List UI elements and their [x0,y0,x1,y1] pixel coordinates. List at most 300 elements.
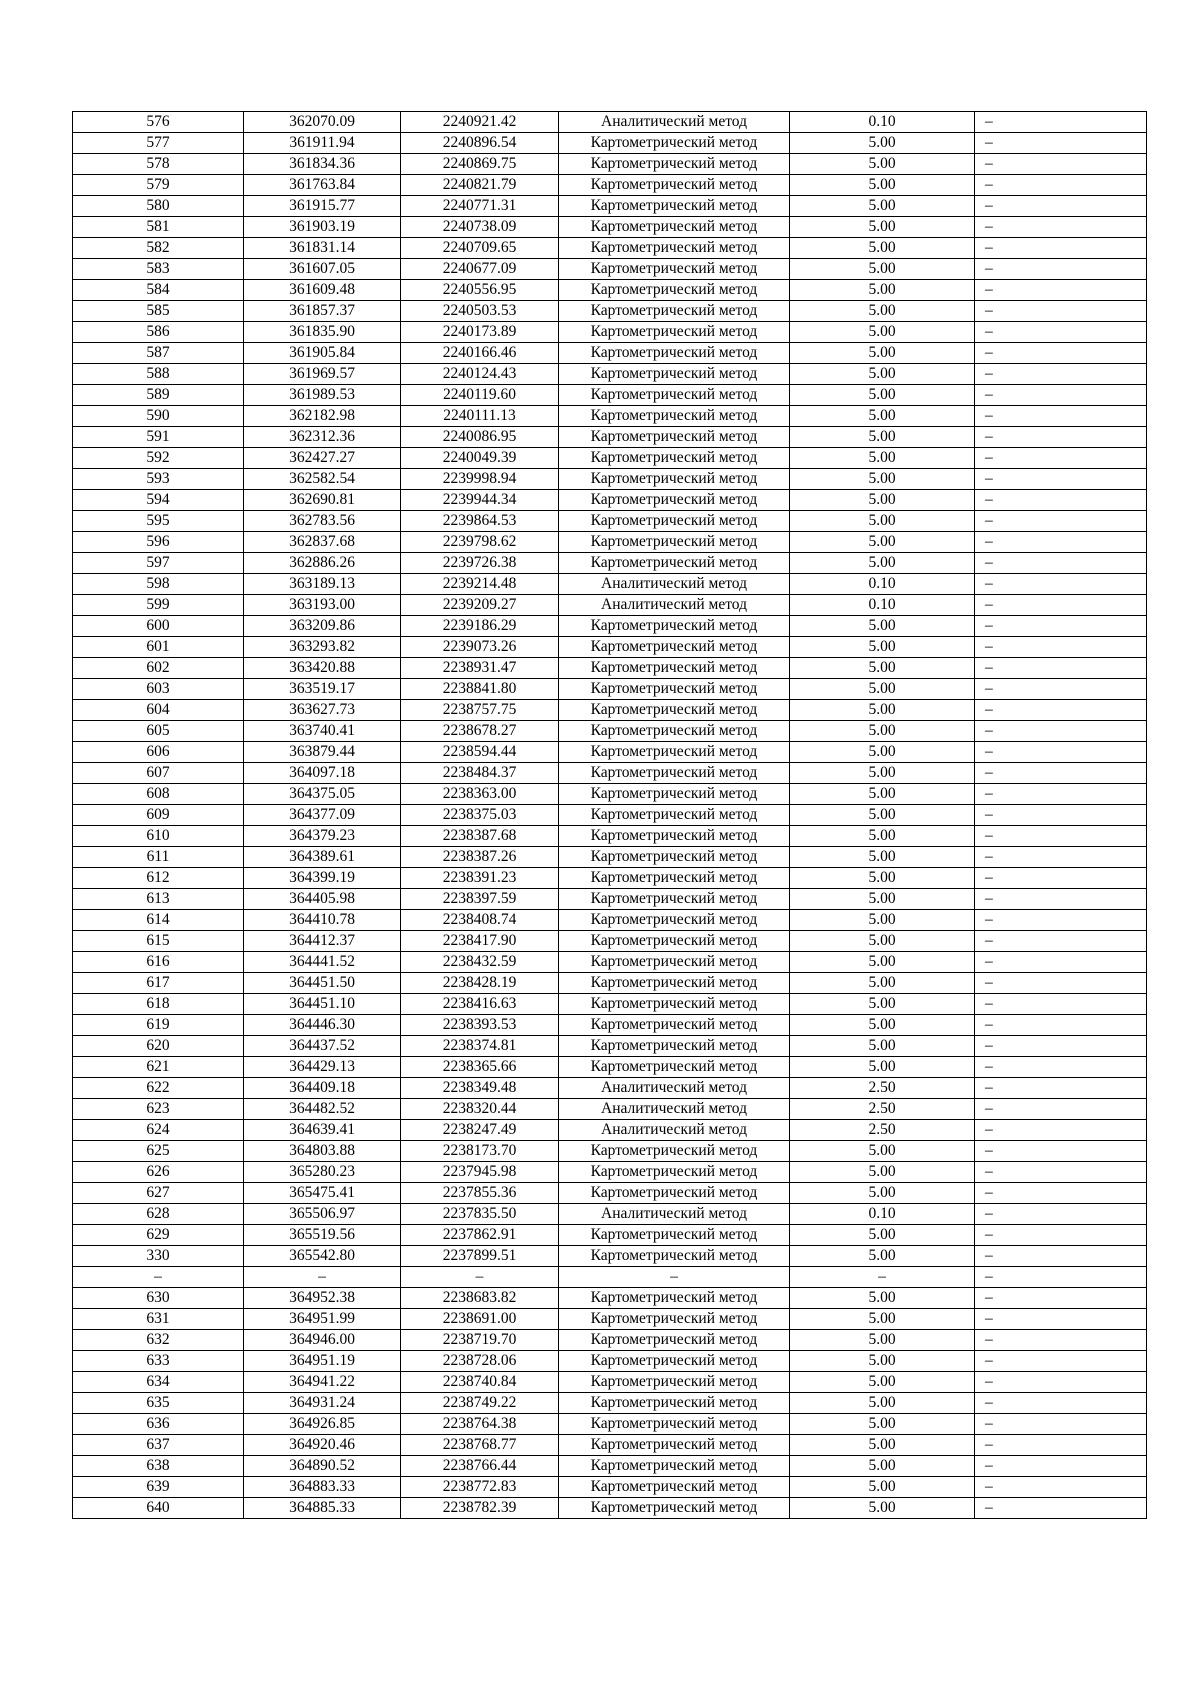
table-row [73,553,1147,574]
point-number-cell: 602 [73,658,244,679]
description-cell: – [975,931,1147,952]
table-row [73,847,1147,868]
point-number-cell: 589 [73,385,244,406]
method-cell: Картометрический метод [559,847,790,868]
x-coordinate-cell: 364437.52 [244,1036,401,1057]
description-cell: – [975,532,1147,553]
y-coordinate-cell: 2240677.09 [401,259,559,280]
y-coordinate-cell: 2240173.89 [401,322,559,343]
table-row [73,889,1147,910]
x-coordinate-cell: 365519.56 [244,1225,401,1246]
y-coordinate-cell: 2239073.26 [401,637,559,658]
accuracy-cell: 0.10 [790,112,975,133]
description-cell: – [975,238,1147,259]
description-cell: – [975,826,1147,847]
y-coordinate-cell: 2238387.26 [401,847,559,868]
accuracy-cell: 5.00 [790,1435,975,1456]
description-cell: – [975,1498,1147,1519]
point-number-cell: 631 [73,1309,244,1330]
x-coordinate-cell: 363519.17 [244,679,401,700]
description-cell: – [975,889,1147,910]
description-cell: – [975,1246,1147,1267]
description-cell: – [975,1141,1147,1162]
y-coordinate-cell: 2238740.84 [401,1372,559,1393]
table-row [73,406,1147,427]
y-coordinate-cell: 2238728.06 [401,1351,559,1372]
y-coordinate-cell: 2238363.00 [401,784,559,805]
y-coordinate-cell: 2238772.83 [401,1477,559,1498]
table-row [73,973,1147,994]
method-cell: Картометрический метод [559,1309,790,1330]
accuracy-cell: 5.00 [790,1330,975,1351]
point-number-cell: 636 [73,1414,244,1435]
x-coordinate-cell: 362427.27 [244,448,401,469]
description-cell: – [975,868,1147,889]
table-row [73,931,1147,952]
x-coordinate-cell: 364441.52 [244,952,401,973]
y-coordinate-cell: 2237945.98 [401,1162,559,1183]
accuracy-cell: 5.00 [790,826,975,847]
description-cell: – [975,1351,1147,1372]
method-cell: Картометрический метод [559,910,790,931]
method-cell: Картометрический метод [559,1330,790,1351]
y-coordinate-cell: 2238387.68 [401,826,559,847]
table-row [73,1330,1147,1351]
x-coordinate-cell: 364885.33 [244,1498,401,1519]
accuracy-cell: 2.50 [790,1078,975,1099]
description-cell: – [975,217,1147,238]
table-row [73,532,1147,553]
accuracy-cell: 5.00 [790,469,975,490]
accuracy-cell: 0.10 [790,1204,975,1225]
description-cell: – [975,1435,1147,1456]
accuracy-cell: 5.00 [790,385,975,406]
point-number-cell: 604 [73,700,244,721]
x-coordinate-cell: 364883.33 [244,1477,401,1498]
description-cell: – [975,616,1147,637]
table-row [73,616,1147,637]
table-row [73,217,1147,238]
method-cell: Картометрический метод [559,490,790,511]
table-row [73,994,1147,1015]
method-cell: Картометрический метод [559,1477,790,1498]
accuracy-cell: 5.00 [790,553,975,574]
method-cell: Картометрический метод [559,196,790,217]
accuracy-cell: 5.00 [790,1372,975,1393]
table-row [73,1099,1147,1120]
y-coordinate-cell: 2237862.91 [401,1225,559,1246]
method-cell: Картометрический метод [559,280,790,301]
method-cell: Картометрический метод [559,1246,790,1267]
table-row [73,511,1147,532]
point-number-cell: 599 [73,595,244,616]
x-coordinate-cell: 364920.46 [244,1435,401,1456]
accuracy-cell: 5.00 [790,637,975,658]
description-cell: – [975,910,1147,931]
description-cell: – [975,280,1147,301]
y-coordinate-cell: 2238375.03 [401,805,559,826]
point-number-cell: 591 [73,427,244,448]
method-cell: Картометрический метод [559,1183,790,1204]
table-row [73,826,1147,847]
description-cell: – [975,574,1147,595]
accuracy-cell: 5.00 [790,1477,975,1498]
x-coordinate-cell: 362783.56 [244,511,401,532]
point-number-cell: 601 [73,637,244,658]
description-cell: – [975,469,1147,490]
point-number-cell: 597 [73,553,244,574]
table-row [73,1036,1147,1057]
description-cell: – [975,700,1147,721]
point-number-cell: 581 [73,217,244,238]
table-row [73,196,1147,217]
method-cell: Картометрический метод [559,763,790,784]
y-coordinate-cell: 2237855.36 [401,1183,559,1204]
x-coordinate-cell: 361835.90 [244,322,401,343]
description-cell: – [975,595,1147,616]
table-row [73,1015,1147,1036]
y-coordinate-cell: 2238719.70 [401,1330,559,1351]
accuracy-cell: 5.00 [790,280,975,301]
x-coordinate-cell: 364379.23 [244,826,401,847]
method-cell: Картометрический метод [559,1351,790,1372]
description-cell: – [975,1267,1147,1288]
method-cell: Картометрический метод [559,259,790,280]
accuracy-cell: 5.00 [790,1456,975,1477]
method-cell: – [559,1267,790,1288]
accuracy-cell: 5.00 [790,343,975,364]
y-coordinate-cell: 2238678.27 [401,721,559,742]
description-cell: – [975,175,1147,196]
x-coordinate-cell: – [244,1267,401,1288]
point-number-cell: 606 [73,742,244,763]
table-row [73,1078,1147,1099]
point-number-cell: 583 [73,259,244,280]
description-cell: – [975,805,1147,826]
method-cell: Картометрический метод [559,1393,790,1414]
table-row [73,364,1147,385]
method-cell: Аналитический метод [559,1099,790,1120]
x-coordinate-cell: 365542.80 [244,1246,401,1267]
table-row [73,805,1147,826]
point-number-cell: 625 [73,1141,244,1162]
point-number-cell: 624 [73,1120,244,1141]
point-number-cell: 627 [73,1183,244,1204]
description-cell: – [975,553,1147,574]
description-cell: – [975,784,1147,805]
accuracy-cell: 5.00 [790,217,975,238]
accuracy-cell: 5.00 [790,868,975,889]
x-coordinate-cell: 364890.52 [244,1456,401,1477]
x-coordinate-cell: 363420.88 [244,658,401,679]
accuracy-cell: 5.00 [790,259,975,280]
accuracy-cell: 2.50 [790,1120,975,1141]
method-cell: Картометрический метод [559,133,790,154]
point-number-cell: 588 [73,364,244,385]
point-number-cell: 630 [73,1288,244,1309]
method-cell: Картометрический метод [559,469,790,490]
method-cell: Картометрический метод [559,448,790,469]
accuracy-cell: 5.00 [790,133,975,154]
accuracy-cell: 5.00 [790,364,975,385]
point-number-cell: 637 [73,1435,244,1456]
y-coordinate-cell: 2238768.77 [401,1435,559,1456]
y-coordinate-cell: 2239214.48 [401,574,559,595]
description-cell: – [975,1309,1147,1330]
y-coordinate-cell: 2239864.53 [401,511,559,532]
y-coordinate-cell: 2240821.79 [401,175,559,196]
y-coordinate-cell: 2240503.53 [401,301,559,322]
y-coordinate-cell: 2239186.29 [401,616,559,637]
method-cell: Картометрический метод [559,175,790,196]
table-row [73,427,1147,448]
y-coordinate-cell: 2239944.34 [401,490,559,511]
point-number-cell: 611 [73,847,244,868]
method-cell: Картометрический метод [559,826,790,847]
method-cell: Картометрический метод [559,406,790,427]
point-number-cell: 609 [73,805,244,826]
y-coordinate-cell: 2238757.75 [401,700,559,721]
accuracy-cell: 5.00 [790,532,975,553]
description-cell: – [975,1477,1147,1498]
point-number-cell: 632 [73,1330,244,1351]
accuracy-cell: 5.00 [790,847,975,868]
description-cell: – [975,154,1147,175]
x-coordinate-cell: 362690.81 [244,490,401,511]
table-row [73,763,1147,784]
point-number-cell: 595 [73,511,244,532]
y-coordinate-cell: 2238173.70 [401,1141,559,1162]
table-row [73,637,1147,658]
point-number-cell: 587 [73,343,244,364]
accuracy-cell: 5.00 [790,1183,975,1204]
method-cell: Картометрический метод [559,532,790,553]
y-coordinate-cell: 2240869.75 [401,154,559,175]
x-coordinate-cell: 364951.19 [244,1351,401,1372]
x-coordinate-cell: 364410.78 [244,910,401,931]
y-coordinate-cell: 2238349.48 [401,1078,559,1099]
x-coordinate-cell: 363193.00 [244,595,401,616]
x-coordinate-cell: 361905.84 [244,343,401,364]
method-cell: Картометрический метод [559,931,790,952]
table-row [73,1435,1147,1456]
description-cell: – [975,1414,1147,1435]
accuracy-cell: 5.00 [790,1498,975,1519]
point-number-cell: 579 [73,175,244,196]
point-number-cell: 596 [73,532,244,553]
x-coordinate-cell: 361989.53 [244,385,401,406]
method-cell: Картометрический метод [559,889,790,910]
y-coordinate-cell: 2240111.13 [401,406,559,427]
accuracy-cell: 5.00 [790,1225,975,1246]
description-cell: – [975,1057,1147,1078]
method-cell: Аналитический метод [559,595,790,616]
table-row [73,1351,1147,1372]
table-row [73,280,1147,301]
y-coordinate-cell: 2238247.49 [401,1120,559,1141]
x-coordinate-cell: 364946.00 [244,1330,401,1351]
coordinates-table-body [73,112,1147,1519]
accuracy-cell: – [790,1267,975,1288]
y-coordinate-cell: 2240086.95 [401,427,559,448]
table-row [73,721,1147,742]
point-number-cell: 608 [73,784,244,805]
table-row [73,469,1147,490]
table-row [73,784,1147,805]
y-coordinate-cell: 2240896.54 [401,133,559,154]
y-coordinate-cell: 2238417.90 [401,931,559,952]
description-cell: – [975,742,1147,763]
table-row [73,322,1147,343]
y-coordinate-cell: – [401,1267,559,1288]
method-cell: Картометрический метод [559,301,790,322]
point-number-cell: 634 [73,1372,244,1393]
x-coordinate-cell: 364451.10 [244,994,401,1015]
description-cell: – [975,1036,1147,1057]
description-cell: – [975,952,1147,973]
description-cell: – [975,994,1147,1015]
table-row [73,175,1147,196]
x-coordinate-cell: 364389.61 [244,847,401,868]
x-coordinate-cell: 361903.19 [244,217,401,238]
x-coordinate-cell: 362886.26 [244,553,401,574]
y-coordinate-cell: 2238391.23 [401,868,559,889]
accuracy-cell: 5.00 [790,1351,975,1372]
x-coordinate-cell: 363293.82 [244,637,401,658]
description-cell: – [975,1330,1147,1351]
description-cell: – [975,1183,1147,1204]
y-coordinate-cell: 2240921.42 [401,112,559,133]
x-coordinate-cell: 363879.44 [244,742,401,763]
x-coordinate-cell: 361834.36 [244,154,401,175]
x-coordinate-cell: 364375.05 [244,784,401,805]
point-number-cell: 605 [73,721,244,742]
table-row [73,952,1147,973]
accuracy-cell: 5.00 [790,175,975,196]
accuracy-cell: 5.00 [790,616,975,637]
table-row [73,1288,1147,1309]
method-cell: Картометрический метод [559,427,790,448]
accuracy-cell: 5.00 [790,427,975,448]
y-coordinate-cell: 2238931.47 [401,658,559,679]
description-cell: – [975,133,1147,154]
accuracy-cell: 5.00 [790,784,975,805]
x-coordinate-cell: 364412.37 [244,931,401,952]
table-row [73,1225,1147,1246]
table-row [73,1477,1147,1498]
method-cell: Картометрический метод [559,994,790,1015]
y-coordinate-cell: 2240738.09 [401,217,559,238]
x-coordinate-cell: 361763.84 [244,175,401,196]
x-coordinate-cell: 364941.22 [244,1372,401,1393]
point-number-cell: 633 [73,1351,244,1372]
x-coordinate-cell: 365506.97 [244,1204,401,1225]
x-coordinate-cell: 364926.85 [244,1414,401,1435]
table-row [73,1141,1147,1162]
point-number-cell: 614 [73,910,244,931]
x-coordinate-cell: 364931.24 [244,1393,401,1414]
x-coordinate-cell: 363209.86 [244,616,401,637]
x-coordinate-cell: 365280.23 [244,1162,401,1183]
method-cell: Картометрический метод [559,868,790,889]
method-cell: Картометрический метод [559,385,790,406]
point-number-cell: 612 [73,868,244,889]
table-row [73,343,1147,364]
x-coordinate-cell: 363740.41 [244,721,401,742]
y-coordinate-cell: 2239998.94 [401,469,559,490]
table-row [73,1267,1147,1288]
point-number-cell: 618 [73,994,244,1015]
accuracy-cell: 5.00 [790,1288,975,1309]
y-coordinate-cell: 2238594.44 [401,742,559,763]
accuracy-cell: 5.00 [790,238,975,259]
method-cell: Картометрический метод [559,700,790,721]
x-coordinate-cell: 361609.48 [244,280,401,301]
point-number-cell: 638 [73,1456,244,1477]
point-number-cell: – [73,1267,244,1288]
table-row [73,301,1147,322]
method-cell: Аналитический метод [559,1204,790,1225]
y-coordinate-cell: 2238365.66 [401,1057,559,1078]
point-number-cell: 619 [73,1015,244,1036]
point-number-cell: 616 [73,952,244,973]
method-cell: Картометрический метод [559,952,790,973]
table-row [73,1456,1147,1477]
point-number-cell: 607 [73,763,244,784]
x-coordinate-cell: 364803.88 [244,1141,401,1162]
x-coordinate-cell: 361969.57 [244,364,401,385]
x-coordinate-cell: 364639.41 [244,1120,401,1141]
y-coordinate-cell: 2238320.44 [401,1099,559,1120]
accuracy-cell: 5.00 [790,679,975,700]
point-number-cell: 640 [73,1498,244,1519]
table-row [73,1393,1147,1414]
x-coordinate-cell: 361607.05 [244,259,401,280]
y-coordinate-cell: 2238432.59 [401,952,559,973]
point-number-cell: 635 [73,1393,244,1414]
accuracy-cell: 5.00 [790,322,975,343]
point-number-cell: 592 [73,448,244,469]
table-row [73,1309,1147,1330]
description-cell: – [975,679,1147,700]
description-cell: – [975,1393,1147,1414]
method-cell: Картометрический метод [559,343,790,364]
method-cell: Картометрический метод [559,1498,790,1519]
point-number-cell: 585 [73,301,244,322]
x-coordinate-cell: 362312.36 [244,427,401,448]
accuracy-cell: 2.50 [790,1099,975,1120]
method-cell: Картометрический метод [559,805,790,826]
point-number-cell: 620 [73,1036,244,1057]
method-cell: Картометрический метод [559,1225,790,1246]
y-coordinate-cell: 2238841.80 [401,679,559,700]
point-number-cell: 576 [73,112,244,133]
description-cell: – [975,1078,1147,1099]
table-row [73,112,1147,133]
accuracy-cell: 5.00 [790,931,975,952]
point-number-cell: 593 [73,469,244,490]
point-number-cell: 628 [73,1204,244,1225]
table-row [73,1414,1147,1435]
method-cell: Аналитический метод [559,112,790,133]
y-coordinate-cell: 2240771.31 [401,196,559,217]
point-number-cell: 600 [73,616,244,637]
table-row [73,679,1147,700]
method-cell: Картометрический метод [559,1015,790,1036]
description-cell: – [975,343,1147,364]
description-cell: – [975,322,1147,343]
point-number-cell: 621 [73,1057,244,1078]
